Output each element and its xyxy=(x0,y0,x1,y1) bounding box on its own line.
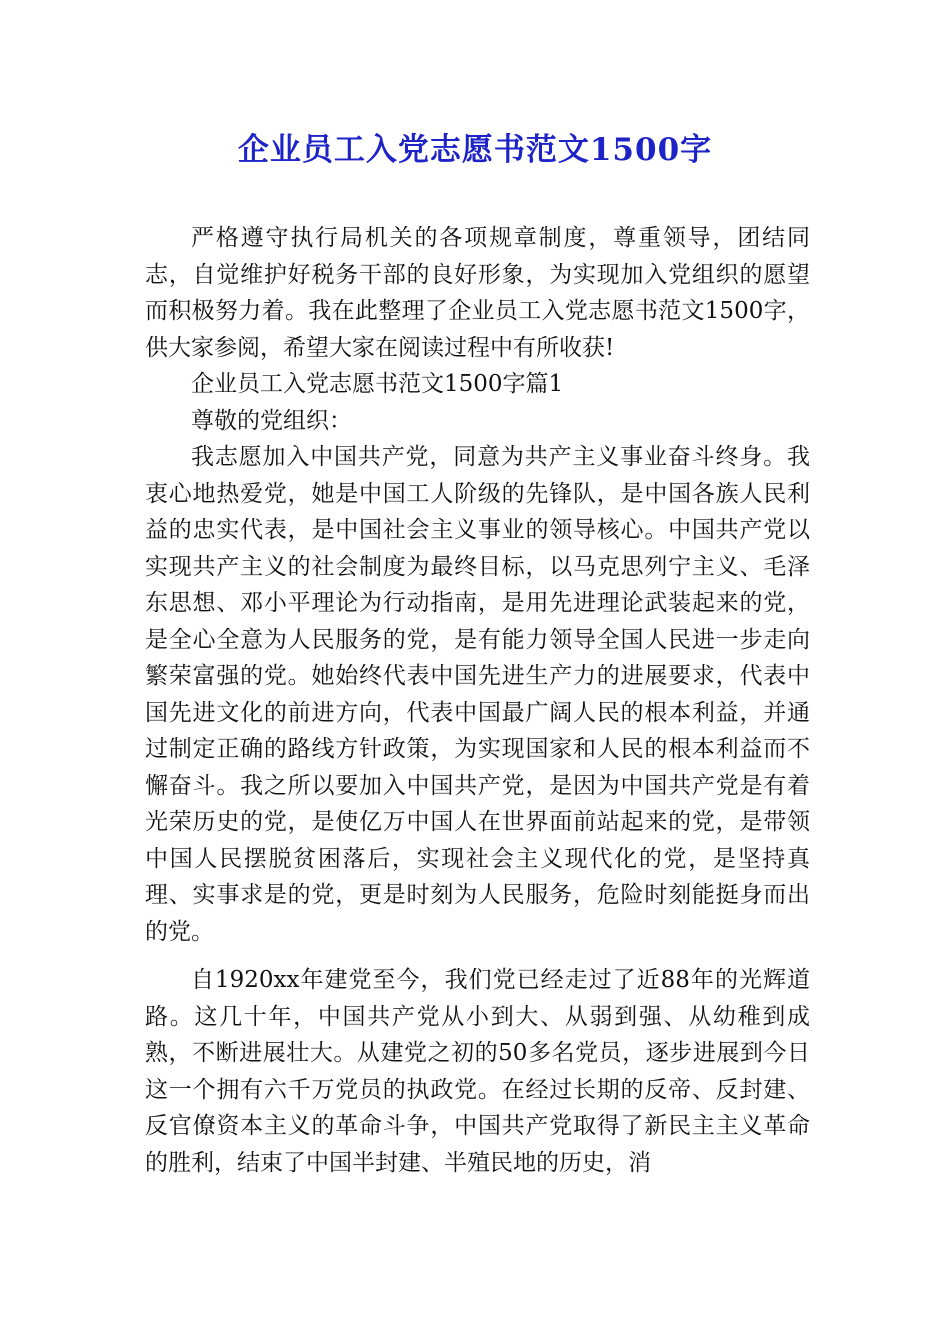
document-title: 企业员工入党志愿书范文1500字 xyxy=(237,132,713,168)
body-paragraph: 自1920xx年建党至今，我们党已经走过了近88年的光辉道路。这几十年，中国共产党从小到大、从弱到强、从幼稚到成熟，不断进展壮大。从建党之初的50多名党员，逐步进展到今日这一个拥有六千万党员的执政党。在经过长期的反帝、反封建、反官僚资本主义的革命斗争，中国共产党取得了新民主主义革命的胜利，结束了中国半封建、半殖民地的历史，消 xyxy=(145,967,810,1176)
section-heading: 企业员工入党志愿书范文1500字篇1 xyxy=(191,371,564,397)
body-paragraph: 我志愿加入中国共产党，同意为共产主义事业奋斗终身。我衷心地热爱党，她是中国工人阶级的先锋队，是中国各族人民利益的忠实代表，是中国社会主义事业的领导核心。中国共产党以实现共产主义的社会制度为最终目标，以马克思列宁主义、毛泽东思想、邓小平理论为行动指南，是用先进理论武装起来的党，是全心全意为人民服务的党，是有能力领导全国人民进一步走向繁荣富强的党。她始终代表中国先进生产力的进展要求，代表中国先进文化的前进方向，代表中国最广阔人民的根本利益，并通过制定正确的路线方针政策，为实现国家和人民的根本利益而不懈奋斗。我之所以要加入中国共产党，是因为中国共产党是有着光荣历史的党，是使亿万中国人在世界面前站起来的党，是带领中国人民摆脱贫困落后，实现社会主义现代化的党，是坚持真理、实事求是的党，更是时刻为人民服务，危险时刻能挺身而出的党。 xyxy=(145,444,810,945)
intro-paragraph: 严格遵守执行局机关的各项规章制度，尊重领导，团结同志，自觉维护好税务干部的良好形象，为实现加入党组织的愿望而积极努力着。我在此整理了企业员工入党志愿书范文1500字，供大家参阅，希望大家在阅读过程中有所收获! xyxy=(145,225,810,361)
salutation: 尊敬的党组织： xyxy=(191,407,352,434)
document-body xyxy=(145,220,810,1181)
